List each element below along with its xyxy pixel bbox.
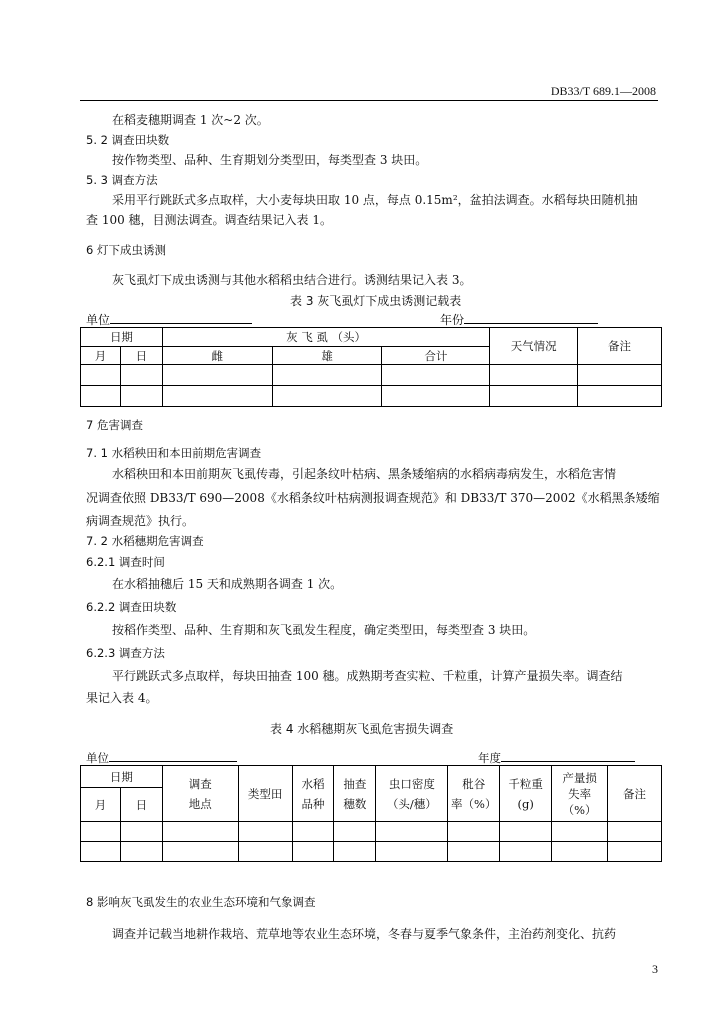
paragraph-line: 按作物类型、品种、生育期划分类型田，每类型查 3 块田。 — [112, 153, 428, 167]
table-4-unit-label: 单位 — [86, 749, 237, 766]
paragraph-line: 况调查依照 DB33/T 690—2008《水稻条纹叶枯病测报调查规范》和 DB33/T 370—2002《水稻黑条矮缩 — [86, 491, 660, 505]
paragraph-line: 平行跳跃式多点取样，每块田抽查 100 穗。成熟期考查实粒、千粒重，计算产量损失率。调查结 — [112, 669, 623, 683]
table-4-header-empty-grain: 秕谷 率（%） — [448, 766, 500, 822]
table-3 — [80, 327, 662, 407]
table-4-header-density: 虫口密度 （头/穗） — [376, 766, 448, 822]
table-3-header-remark: 备注 — [578, 328, 662, 365]
paragraph-line: 病调查规范》执行。 — [86, 514, 195, 528]
table-3-header-weather: 天气情况 — [490, 328, 578, 365]
table-row — [81, 842, 662, 862]
header-rule — [80, 100, 658, 101]
paragraph-line: 在稻麦穗期调查 1 次~2 次。 — [112, 113, 269, 127]
table-4-header-month: 月 — [81, 788, 121, 822]
table-3-header-month: 月 — [81, 346, 121, 365]
table-4-header-day: 日 — [120, 788, 162, 822]
table-4-year-label: 年度 — [478, 749, 635, 766]
document-code: DB33/T 689.1—2008 — [550, 84, 656, 98]
section-heading-6-2-3: 6.2.3 调查方法 — [86, 646, 165, 660]
table-4-header-tkw: 千粒重 (g) — [500, 766, 552, 822]
table-3-header-date: 日期 — [81, 328, 163, 347]
table-3-header-total: 合计 — [382, 346, 490, 365]
table-4-caption: 表 4 水稻穗期灰飞虱危害损失调查 — [270, 722, 454, 736]
section-heading-8: 8 影响灰飞虱发生的农业生态环境和气象调查 — [86, 895, 316, 909]
paragraph-line: 灰飞虱灯下成虫诱测与其他水稻稻虫结合进行。诱测结果记入表 3。 — [112, 273, 472, 287]
table-4-header-ears: 抽查 穗数 — [334, 766, 376, 822]
paragraph-line: 在水稻抽穗后 15 天和成熟期各调查 1 次。 — [112, 577, 343, 591]
table-3-header-female: 雌 — [162, 346, 272, 365]
section-heading-6-2-1: 6.2.1 调查时间 — [86, 555, 165, 569]
table-3-header-pest: 灰 飞 虱 （头） — [162, 328, 489, 347]
section-heading-5-3: 5. 3 调查方法 — [86, 173, 158, 187]
table-3-header-day: 日 — [120, 346, 162, 365]
table-3-caption: 表 3 灰飞虱灯下成虫诱测记载表 — [290, 294, 462, 308]
table-row — [81, 386, 662, 407]
section-heading-6: 6 灯下成虫诱测 — [86, 243, 166, 257]
paragraph-line: 调查并记载当地耕作栽培、荒草地等农业生态环境，冬春与夏季气象条件，主治药剂变化、抗药 — [112, 927, 617, 941]
paragraph-line: 按稻作类型、品种、生育期和灰飞虱发生程度，确定类型田，每类型查 3 块田。 — [112, 623, 536, 637]
paragraph-line: 水稻秧田和本田前期灰飞虱传毒，引起条纹叶枯病、黑条矮缩病的水稻病毒病发生，水稻危害情 — [112, 467, 617, 481]
table-4-header-loss: 产量损 失率 （%） — [552, 766, 608, 822]
table-4 — [80, 765, 662, 862]
section-heading-7-2: 7. 2 水稻穗期危害调查 — [86, 534, 204, 548]
table-4-header-date: 日期 — [81, 766, 163, 788]
table-3-year-label: 年份 — [440, 311, 598, 328]
table-row — [81, 365, 662, 386]
section-heading-7-1: 7. 1 水稻秧田和本田前期危害调查 — [86, 446, 262, 460]
table-4-header-variety: 水稻 品种 — [292, 766, 334, 822]
table-3-header-male: 雄 — [272, 346, 382, 365]
table-row — [81, 822, 662, 842]
section-heading-6-2-2: 6.2.2 调查田块数 — [86, 600, 177, 614]
table-4-header-remark: 备注 — [608, 766, 662, 822]
table-3-unit-label: 单位 — [86, 311, 252, 328]
table-4-header-field-type: 类型田 — [238, 766, 292, 822]
paragraph-line: 查 100 穗，目测法调查。调查结果记入表 1。 — [86, 213, 332, 227]
table-4-header-site: 调查 地点 — [162, 766, 238, 822]
section-heading-5-2: 5. 2 调查田块数 — [86, 133, 170, 147]
page-number: 3 — [652, 962, 658, 976]
paragraph-line: 果记入表 4。 — [86, 691, 158, 705]
section-heading-7: 7 危害调查 — [86, 418, 143, 432]
paragraph-line: 采用平行跳跃式多点取样，大小麦每块田取 10 点，每点 0.15m²，盆拍法调查。水稻每块田随机抽 — [112, 193, 638, 207]
